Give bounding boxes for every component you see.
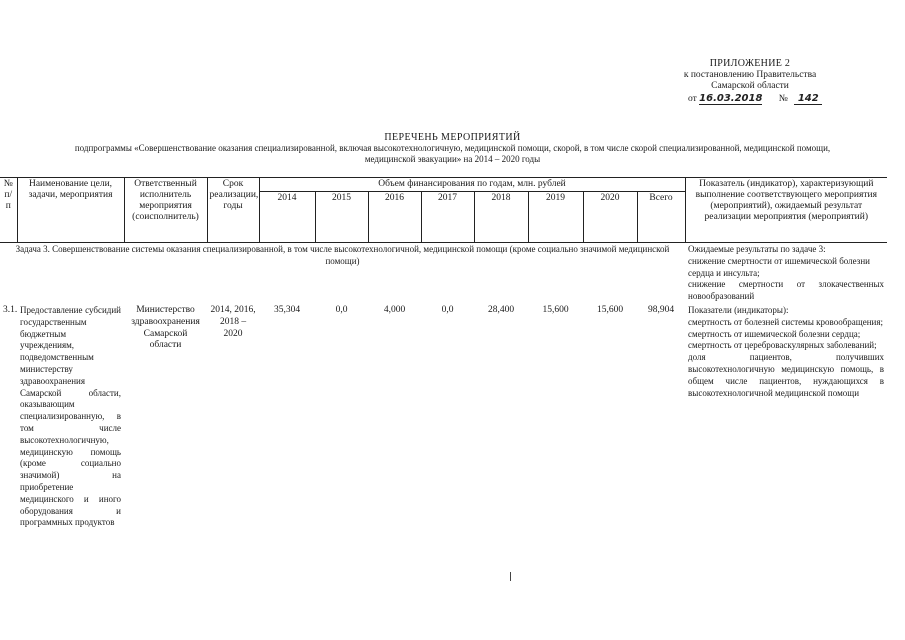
- indicator-item: доля пациентов, получивших высокотехнологичную медицинскую помощь, в общем числе пациентов, нуждающихся в высокотехнологичной медицинской помощи: [688, 352, 885, 398]
- handwritten-date: 16.03.2018: [699, 92, 763, 104]
- annex-title: ПРИЛОЖЕНИЕ 2: [709, 58, 791, 69]
- value-2018: 28,400: [487, 304, 515, 315]
- header-year-2015: 2015: [315, 192, 368, 243]
- item-name: Предоставление субсидий государственным бюджетным учреждениям, подведомственным министерству здравоохранения Самарской области, оказывающим специализированную, в том числе высокотехнологичную, медицинскую помощь (кроме социально значимой) на приобретение медицинского и иного оборудования и программных продуктов: [20, 304, 121, 528]
- indicator-item: смертность от цереброваскулярных заболеваний;: [688, 340, 877, 351]
- value-2020: 15,600: [596, 304, 624, 315]
- header-year-2019: 2019: [528, 192, 583, 243]
- document-subtitle: подпрограммы «Совершенствование оказания специализированной, включая высокотехнологичную, медицинской помощи, скорой, в том числе скорой специализированной, медицинской помощи, медицинской эвакуации» на 2014 – 2020 годы: [74, 143, 831, 164]
- number-prefix: №: [778, 93, 788, 104]
- indicator-item: смертность от ишемической болезни сердца;: [688, 328, 861, 339]
- item-term: 2014, 2016, 2018 – 2020: [210, 304, 256, 339]
- header-name: Наименование цели, задачи, мероприятия: [17, 178, 124, 243]
- task-result-item: снижение смертности от злокачественных новообразований: [688, 279, 885, 302]
- annex-block: [620, 58, 880, 105]
- item-number: 3.1.: [3, 304, 18, 315]
- annex-line-1: к постановлению Правительства: [683, 69, 817, 80]
- task-results: [685, 243, 887, 304]
- measures-table: [0, 177, 887, 530]
- header-year-2017: 2017: [421, 192, 474, 243]
- value-2019: 15,600: [542, 304, 569, 315]
- header-year-2018: 2018: [474, 192, 528, 243]
- header-row-1: [0, 178, 887, 192]
- header-term: Срок реализации, годы: [207, 178, 259, 243]
- task-row: [0, 243, 887, 304]
- date-prefix: от: [688, 93, 697, 104]
- value-2017: 0,0: [441, 304, 454, 315]
- header-year-2014: 2014: [259, 192, 315, 243]
- indicators-title: Показатели (индикаторы):: [688, 304, 789, 315]
- value-2014: 35,304: [273, 304, 301, 315]
- header-num: № п/п: [0, 178, 17, 243]
- item-executor: Министерство здравоохранения Самарской области: [131, 304, 200, 351]
- annex-date-line: [620, 93, 880, 106]
- handwritten-number: 142: [794, 93, 822, 106]
- item-indicators: [685, 304, 887, 530]
- value-total: 98,904: [647, 304, 675, 315]
- value-2015: 0,0: [335, 304, 348, 315]
- header-year-2020: 2020: [583, 192, 637, 243]
- value-2016: 4,000: [383, 304, 406, 315]
- header-total: Всего: [637, 192, 685, 243]
- item-row: [0, 304, 887, 530]
- header-funding-group: Объем финансирования по годам, млн. рублей: [259, 178, 685, 192]
- annex-line-2: Самарской области: [711, 81, 789, 91]
- scan-mark: [510, 572, 511, 581]
- document-title: ПЕРЕЧЕНЬ МЕРОПРИЯТИЙ: [384, 132, 521, 143]
- header-indicator: Показатель (индикатор), характеризующий выполнение соответствующего мероприятия (мероприятий), ожидаемый результат реализации мероприятия (мероприятий): [685, 178, 887, 243]
- task-3-text: Задача 3. Совершенствование системы оказания специализированной, в том числе высокотехнологичной, медицинской помощи (кроме социально значимой медицинской помощи): [15, 244, 670, 266]
- header-executor: Ответственный исполнитель мероприятия (соисполнитель): [124, 178, 207, 243]
- indicator-item: смертность от болезней системы кровообращения;: [688, 316, 883, 327]
- task-result-item: снижение смертности от ишемической болезни сердца и инсульта;: [688, 255, 870, 278]
- header-year-2016: 2016: [368, 192, 421, 243]
- task-results-title: Ожидаемые результаты по задаче 3:: [688, 244, 826, 254]
